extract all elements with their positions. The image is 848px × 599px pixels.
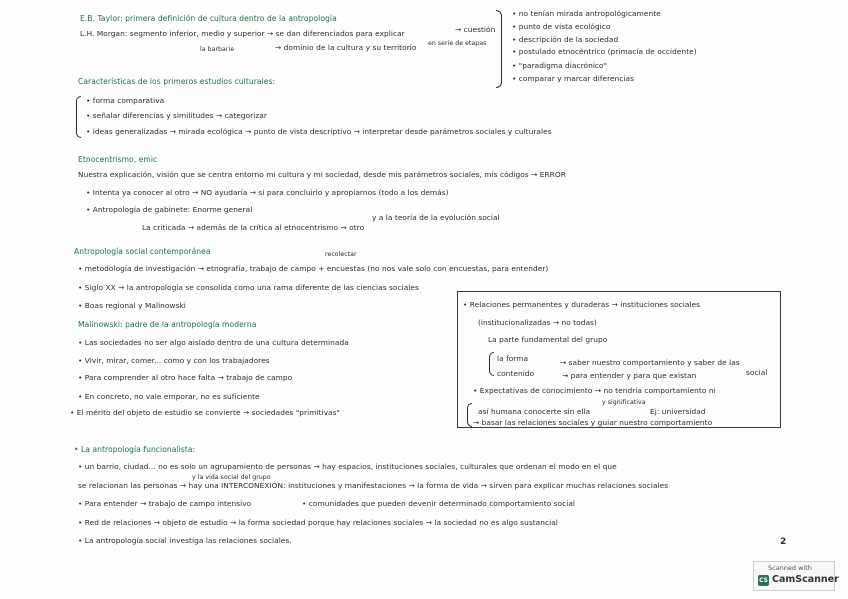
note-line: • señalar diferencias y similitudes → categorizar	[86, 111, 267, 120]
note-line: • ideas generalizadas → mirada ecológica → punto de vista descriptivo → interpretar desde parámetros sociales y culturales	[86, 127, 552, 136]
note-line: • no tenían mirada antropológicamente	[512, 9, 661, 18]
note-line: • La antropología funcionalista:	[74, 445, 196, 454]
note-line: (institucionalizadas → no todas)	[478, 318, 597, 327]
note-line: • descripción de la sociedad	[512, 35, 619, 44]
note-line: • Boas regional y Malinowski	[78, 301, 186, 310]
note-line: • Intenta ya conocer al otro → NO ayudaría → si para concluirlo y apropiarnos (todo a los demás)	[86, 188, 449, 197]
note-line: social	[746, 368, 768, 377]
note-line: L.H. Morgan: segmento inferior, medio y superior → se dan diferenciados para explicar	[80, 29, 405, 38]
camscanner-watermark	[753, 561, 839, 591]
note-line: • Las sociedades no ser algo aislado dentro de una cultura determinada	[78, 338, 349, 347]
note-line: Antropología social contemporánea	[74, 247, 211, 256]
note-line: → cuestión	[455, 25, 496, 34]
note-line: • Expectativas de conocimiento → no tendría comportamiento ni	[473, 386, 716, 395]
camscanner-brand: CamScanner	[772, 574, 839, 585]
note-line: • Red de relaciones → objeto de estudio → la forma sociedad porque hay relaciones sociales → la sociedad no es algo sustancial	[78, 518, 558, 527]
note-line: • Siglo XX → la antropología se consolida como una rama diferente de las ciencias sociales	[78, 283, 419, 292]
note-line: Nuestra explicación, visión que se centra entorno mi cultura y mi sociedad, desde mis parámetros sociales, mis códigos → ERROR	[78, 170, 566, 179]
note-line: • Antropología de gabinete: Enorme general	[86, 205, 253, 214]
note-line: • metodología de investigación → etnografía, trabajo de campo + encuestas (no nos vale solo con encuestas, para entender)	[78, 264, 549, 273]
right-brace	[496, 10, 502, 88]
note-line: Etnocentrismo, emic	[78, 155, 158, 164]
note-line: • un barrio, ciudad... no es solo un agrupamiento de personas → hay espacios, instituciones sociales, culturales que ordenan el modo en el que	[78, 462, 617, 471]
note-line: y significativa	[602, 399, 646, 406]
scanned-with-label: Scanned with	[768, 564, 812, 572]
note-line: → saber nuestro comportamiento y saber de las	[560, 358, 740, 367]
note-line: • postulado etnocéntrico (primacía de occidente)	[512, 47, 697, 56]
note-line: y la vida social del grupo	[192, 474, 271, 481]
note-line: • El mérito del objeto de estudio se convierte → sociedades "primitivas"	[70, 408, 340, 417]
note-line: → dominio de la cultura y su territorio	[275, 43, 417, 52]
boxed-note-instituciones	[457, 291, 781, 428]
note-line: • forma comparativa	[86, 96, 165, 105]
note-line: la barbarie	[200, 46, 235, 53]
note-line: E.B. Taylor: primera definición de cultura dentro de la antropología	[80, 14, 337, 23]
note-line: • Para entender → trabajo de campo intensivo	[78, 499, 252, 508]
note-line: recolectar	[325, 251, 357, 258]
note-line: en serie de etapas	[428, 40, 487, 47]
note-line: la forma	[497, 354, 529, 363]
note-line: • Vivir, mirar, comer... como y con los trabajadores	[78, 356, 270, 365]
note-line: y a la teoría de la evolución social	[372, 213, 500, 222]
note-line: → para entender y para que existan	[562, 371, 697, 380]
note-line: La criticada → además de la crítica al etnocentrismo → otro	[142, 223, 365, 232]
camscanner-logo-icon: CS	[759, 577, 768, 584]
note-line: Ej: universidad	[650, 407, 706, 416]
note-line: Malinowski: padre de la antropología moderna	[78, 320, 257, 329]
note-line: • "paradigma diacrónico"	[512, 61, 608, 70]
note-line: • comunidades que pueden devenir determinado comportamiento social	[302, 499, 576, 508]
note-line: • La antropología social investiga las relaciones sociales.	[78, 536, 292, 545]
note-line: La parte fundamental del grupo	[488, 335, 608, 344]
note-line: • Para comprender al otro hace falta → trabajo de campo	[78, 373, 293, 382]
left-brace	[76, 96, 81, 138]
note-line: • En concreto, no vale emporar, no es suficiente	[78, 392, 260, 401]
page-number: 2	[780, 537, 787, 547]
note-line: se relacionan las personas → hay una INTERCONEXIÓN: instituciones y manifestaciones → la forma de vida → sirven para explicar muchas relaciones sociales	[78, 481, 669, 490]
note-line: contenido	[497, 369, 535, 378]
note-line: • Relaciones permanentes y duraderas → instituciones sociales	[463, 300, 701, 309]
note-line: • comparar y marcar diferencias	[512, 74, 635, 83]
note-line: • punto de vista ecológico	[512, 22, 611, 31]
note-line: → basar las relaciones sociales y guiar nuestro comportamiento	[473, 418, 713, 427]
note-line: así humana conocerte sin ella	[478, 407, 591, 416]
note-line: Características de los primeros estudios culturales:	[78, 77, 276, 86]
